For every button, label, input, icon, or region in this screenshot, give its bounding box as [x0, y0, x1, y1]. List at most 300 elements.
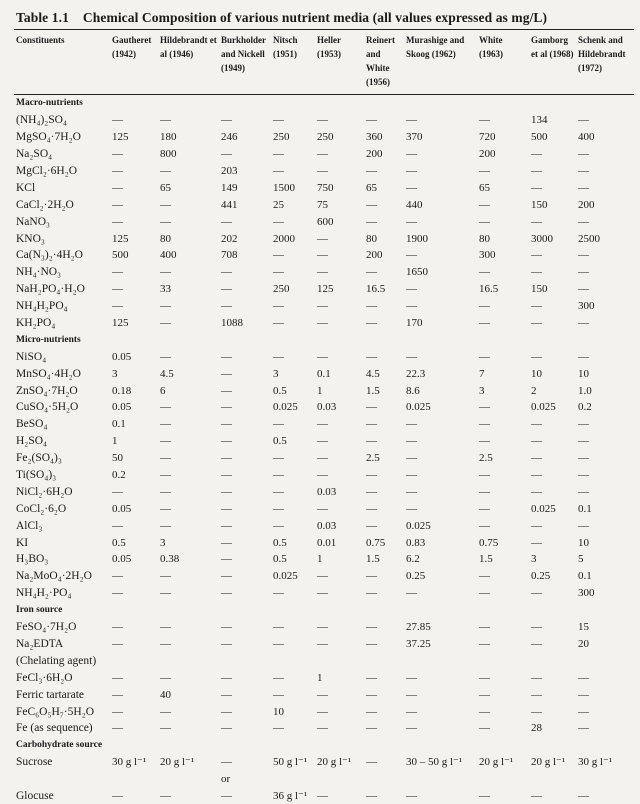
value-cell: 2500 [576, 230, 634, 247]
value-cell: — [110, 179, 158, 196]
value-cell: 65 [477, 179, 529, 196]
value-cell: — [576, 163, 634, 180]
value-cell: 150 [529, 281, 576, 298]
value-cell: — [315, 315, 364, 332]
value-cell: 360 [364, 129, 404, 146]
header-medium: Murashige and Skoog (1962) [404, 30, 477, 95]
value-cell: 3 [529, 551, 576, 568]
value-cell: — [315, 788, 364, 804]
value-cell: — [529, 416, 576, 433]
value-cell: — [271, 517, 315, 534]
table-row [14, 669, 634, 686]
value-cell: — [219, 298, 271, 315]
value-cell: — [404, 298, 477, 315]
value-cell: — [110, 720, 158, 737]
value-cell: — [110, 636, 158, 653]
constituent-cell: FeCl₃·6H₂O [14, 669, 110, 686]
value-cell: — [315, 298, 364, 315]
value-cell: 3000 [529, 230, 576, 247]
value-cell: — [364, 517, 404, 534]
value-cell: 0.38 [158, 551, 219, 568]
value-cell: 500 [110, 247, 158, 264]
value-cell: — [219, 720, 271, 737]
value-cell: 80 [477, 230, 529, 247]
table-row [14, 382, 634, 399]
value-cell: — [158, 636, 219, 653]
constituent-cell: NH₄H₂PO₄ [14, 298, 110, 315]
value-cell: 1 [315, 551, 364, 568]
constituent-cell: NiCl₂·6H₂O [14, 483, 110, 500]
value-cell: 750 [315, 179, 364, 196]
value-cell: 6.2 [404, 551, 477, 568]
value-cell: — [364, 298, 404, 315]
value-cell: — [576, 281, 634, 298]
value-cell: — [219, 348, 271, 365]
value-cell: 1 [315, 669, 364, 686]
value-cell: — [477, 298, 529, 315]
value-cell: 20 g l⁻¹ [529, 754, 576, 771]
value-cell: — [477, 585, 529, 602]
value-cell: — [529, 636, 576, 653]
value-cell: 30 g l⁻¹ [110, 754, 158, 771]
value-cell: — [271, 720, 315, 737]
value-cell [364, 652, 404, 669]
value-cell: 0.025 [529, 500, 576, 517]
constituent-cell: H₂SO₄ [14, 433, 110, 450]
value-cell: — [576, 433, 634, 450]
value-cell: — [315, 112, 364, 129]
value-cell: 125 [110, 230, 158, 247]
value-cell: — [219, 483, 271, 500]
table-row [14, 636, 634, 653]
value-cell: 15 [576, 619, 634, 636]
value-cell: — [158, 450, 219, 467]
table-row [14, 281, 634, 298]
constituent-cell: NH₄H₂·PO₄ [14, 585, 110, 602]
value-cell: — [529, 467, 576, 484]
value-cell: 0.5 [271, 382, 315, 399]
constituent-cell: NiSO₄ [14, 348, 110, 365]
value-cell: — [219, 517, 271, 534]
value-cell: — [404, 146, 477, 163]
constituent-cell: Na₂MoO₄·2H₂O [14, 568, 110, 585]
constituent-cell: Fe (as sequence) [14, 720, 110, 737]
constituent-cell: NaNO₃ [14, 213, 110, 230]
value-cell: — [364, 754, 404, 771]
value-cell: — [529, 669, 576, 686]
table-row [14, 771, 634, 788]
constituent-cell: H₃BO₃ [14, 551, 110, 568]
value-cell: 440 [404, 196, 477, 213]
value-cell: 8.6 [404, 382, 477, 399]
value-cell: — [477, 163, 529, 180]
table-row [14, 551, 634, 568]
constituent-cell: Ferric tartarate [14, 686, 110, 703]
constituent-cell: ZnSO₄·7H₂O [14, 382, 110, 399]
value-cell: — [477, 619, 529, 636]
header-medium: Nitsch (1951) [271, 30, 315, 95]
table-row [14, 264, 634, 281]
header-medium: Schenk and Hildebrandt (1972) [576, 30, 634, 95]
value-cell: 40 [158, 686, 219, 703]
value-cell: — [364, 483, 404, 500]
value-cell: — [315, 348, 364, 365]
value-cell: — [364, 568, 404, 585]
value-cell [404, 771, 477, 788]
value-cell: — [529, 585, 576, 602]
value-cell: 3 [271, 365, 315, 382]
value-cell: — [364, 686, 404, 703]
value-cell: — [364, 112, 404, 129]
table-row [14, 230, 634, 247]
value-cell: — [271, 264, 315, 281]
table-row [14, 483, 634, 500]
value-cell: — [158, 399, 219, 416]
table-row [14, 788, 634, 804]
value-cell: — [364, 264, 404, 281]
value-cell: — [404, 281, 477, 298]
table-title: Chemical Composition of various nutrient media (all values expressed as mg/L) [83, 10, 547, 25]
value-cell [158, 771, 219, 788]
value-cell: — [158, 703, 219, 720]
value-cell: 134 [529, 112, 576, 129]
value-cell: 125 [110, 129, 158, 146]
value-cell: 25 [271, 196, 315, 213]
constituent-cell: CaCl₂·2H₂O [14, 196, 110, 213]
value-cell: — [110, 517, 158, 534]
value-cell: — [576, 112, 634, 129]
value-cell: 0.5 [271, 433, 315, 450]
value-cell: — [110, 585, 158, 602]
section-row [14, 95, 634, 112]
value-cell: — [219, 551, 271, 568]
constituent-cell: Na₂EDTA [14, 636, 110, 653]
value-cell: 0.03 [315, 399, 364, 416]
value-cell: 125 [315, 281, 364, 298]
composition-table [14, 29, 634, 804]
value-cell: 16.5 [364, 281, 404, 298]
value-cell: 6 [158, 382, 219, 399]
value-cell: 1650 [404, 264, 477, 281]
value-cell: — [404, 163, 477, 180]
value-cell: 1088 [219, 315, 271, 332]
constituent-cell: NH₄·NO₃ [14, 264, 110, 281]
value-cell: — [477, 399, 529, 416]
value-cell [576, 652, 634, 669]
table-row [14, 196, 634, 213]
value-cell: — [158, 483, 219, 500]
value-cell: — [219, 433, 271, 450]
value-cell [529, 652, 576, 669]
value-cell: — [364, 500, 404, 517]
section-row [14, 737, 634, 754]
value-cell: — [158, 669, 219, 686]
value-cell: — [158, 517, 219, 534]
value-cell: — [529, 619, 576, 636]
value-cell: 7 [477, 365, 529, 382]
value-cell: — [529, 163, 576, 180]
value-cell: — [219, 146, 271, 163]
value-cell: — [364, 433, 404, 450]
value-cell: — [576, 416, 634, 433]
value-cell: — [404, 483, 477, 500]
value-cell: — [219, 112, 271, 129]
table-row [14, 585, 634, 602]
value-cell: 1900 [404, 230, 477, 247]
value-cell: 30 – 50 g l⁻¹ [404, 754, 477, 771]
value-cell: — [576, 669, 634, 686]
constituent-cell: Glocuse [14, 788, 110, 804]
constituent-cell: NaH₂PO₄·H₂O [14, 281, 110, 298]
value-cell: 400 [158, 247, 219, 264]
value-cell: — [477, 568, 529, 585]
value-cell: 20 [576, 636, 634, 653]
value-cell: — [110, 568, 158, 585]
value-cell: — [219, 399, 271, 416]
value-cell: — [158, 568, 219, 585]
value-cell: — [364, 348, 404, 365]
value-cell: — [271, 500, 315, 517]
value-cell: 0.025 [529, 399, 576, 416]
value-cell: 150 [529, 196, 576, 213]
value-cell: — [315, 686, 364, 703]
value-cell: — [404, 720, 477, 737]
value-cell: — [158, 298, 219, 315]
value-cell: — [219, 585, 271, 602]
value-cell: 0.05 [110, 348, 158, 365]
value-cell: — [404, 213, 477, 230]
value-cell: 1.5 [477, 551, 529, 568]
value-cell: or [219, 771, 271, 788]
header-medium: Gamborg et al (1968) [529, 30, 576, 95]
value-cell: — [529, 788, 576, 804]
value-cell: 37.25 [404, 636, 477, 653]
value-cell: — [477, 483, 529, 500]
value-cell: 600 [315, 213, 364, 230]
value-cell: 250 [271, 281, 315, 298]
value-cell: — [529, 483, 576, 500]
value-cell: — [529, 298, 576, 315]
table-row [14, 416, 634, 433]
value-cell: 149 [219, 179, 271, 196]
constituent-cell: Sucrose [14, 754, 110, 771]
value-cell [315, 771, 364, 788]
value-cell: — [158, 112, 219, 129]
value-cell: — [364, 669, 404, 686]
value-cell: 4.5 [364, 365, 404, 382]
value-cell: 708 [219, 247, 271, 264]
value-cell: — [315, 163, 364, 180]
value-cell: — [529, 534, 576, 551]
value-cell: — [271, 247, 315, 264]
value-cell: — [576, 483, 634, 500]
value-cell: — [158, 467, 219, 484]
table-number: Table 1.1 [16, 10, 69, 25]
value-cell: — [158, 213, 219, 230]
value-cell: 0.18 [110, 382, 158, 399]
value-cell: — [219, 500, 271, 517]
value-cell: — [364, 703, 404, 720]
value-cell: — [158, 315, 219, 332]
value-cell: 2000 [271, 230, 315, 247]
section-row [14, 602, 634, 619]
value-cell: — [110, 619, 158, 636]
constituent-cell: CuSO₄·5H₂O [14, 399, 110, 416]
value-cell: 370 [404, 129, 477, 146]
value-cell: 30 g l⁻¹ [576, 754, 634, 771]
header-medium: Reinert and White (1956) [364, 30, 404, 95]
value-cell: — [576, 264, 634, 281]
constituent-cell: MgCl₂·6H₂O [14, 163, 110, 180]
value-cell: — [529, 247, 576, 264]
value-cell [477, 652, 529, 669]
value-cell: — [404, 669, 477, 686]
table-row [14, 652, 634, 669]
value-cell: 400 [576, 129, 634, 146]
value-cell: 10 [576, 534, 634, 551]
value-cell: 246 [219, 129, 271, 146]
value-cell: — [219, 619, 271, 636]
value-cell: 200 [364, 247, 404, 264]
value-cell: 4.5 [158, 365, 219, 382]
value-cell: — [576, 788, 634, 804]
value-cell: — [219, 416, 271, 433]
value-cell: — [158, 264, 219, 281]
value-cell: 33 [158, 281, 219, 298]
value-cell [576, 771, 634, 788]
value-cell: 36 g l⁻¹ [271, 788, 315, 804]
value-cell: — [219, 568, 271, 585]
value-cell: 3 [477, 382, 529, 399]
value-cell: — [364, 213, 404, 230]
value-cell: 300 [576, 585, 634, 602]
value-cell: 0.2 [110, 467, 158, 484]
value-cell: 500 [529, 129, 576, 146]
table-row [14, 315, 634, 332]
value-cell: — [219, 450, 271, 467]
value-cell: — [219, 382, 271, 399]
table-row [14, 754, 634, 771]
value-cell: — [219, 669, 271, 686]
value-cell: — [219, 754, 271, 771]
value-cell: 0.025 [271, 399, 315, 416]
value-cell: — [271, 467, 315, 484]
value-cell: — [158, 619, 219, 636]
value-cell: — [477, 500, 529, 517]
value-cell: — [110, 703, 158, 720]
value-cell: 27.85 [404, 619, 477, 636]
value-cell: — [219, 213, 271, 230]
value-cell: 0.25 [404, 568, 477, 585]
constituent-cell: Fe₂(SO₄)₃ [14, 450, 110, 467]
value-cell: 20 g l⁻¹ [158, 754, 219, 771]
value-cell: 0.1 [576, 500, 634, 517]
value-cell: 80 [364, 230, 404, 247]
value-cell: — [477, 517, 529, 534]
constituent-cell: KH₂PO₄ [14, 315, 110, 332]
value-cell: 0.83 [404, 534, 477, 551]
value-cell: — [404, 686, 477, 703]
section-label: Macro-nutrients [14, 95, 634, 112]
value-cell: 200 [576, 196, 634, 213]
table-row [14, 568, 634, 585]
value-cell: — [576, 247, 634, 264]
value-cell: — [477, 112, 529, 129]
value-cell: — [271, 112, 315, 129]
value-cell: — [576, 315, 634, 332]
value-cell: — [529, 517, 576, 534]
value-cell: — [271, 585, 315, 602]
table-row [14, 720, 634, 737]
value-cell: 0.5 [271, 534, 315, 551]
value-cell: 1500 [271, 179, 315, 196]
value-cell: — [219, 467, 271, 484]
value-cell: — [158, 500, 219, 517]
value-cell: — [158, 348, 219, 365]
value-cell: — [315, 619, 364, 636]
value-cell: — [529, 146, 576, 163]
value-cell: — [315, 720, 364, 737]
value-cell: — [576, 703, 634, 720]
value-cell: — [364, 315, 404, 332]
value-cell: — [315, 636, 364, 653]
value-cell: — [576, 146, 634, 163]
value-cell: — [271, 619, 315, 636]
value-cell: — [576, 348, 634, 365]
value-cell: 50 [110, 450, 158, 467]
value-cell: — [404, 416, 477, 433]
value-cell: — [271, 669, 315, 686]
value-cell: — [219, 788, 271, 804]
value-cell: 50 g l⁻¹ [271, 754, 315, 771]
value-cell: 1.0 [576, 382, 634, 399]
value-cell: — [529, 348, 576, 365]
value-cell: 1.5 [364, 551, 404, 568]
value-cell: — [477, 264, 529, 281]
value-cell: — [477, 703, 529, 720]
value-cell: 0.2 [576, 399, 634, 416]
value-cell: — [404, 467, 477, 484]
value-cell: — [271, 348, 315, 365]
value-cell: — [404, 450, 477, 467]
value-cell: — [477, 213, 529, 230]
value-cell: 28 [529, 720, 576, 737]
value-cell: — [404, 703, 477, 720]
value-cell: — [110, 163, 158, 180]
table-row [14, 213, 634, 230]
value-cell: — [271, 686, 315, 703]
value-cell: — [315, 433, 364, 450]
table-row [14, 703, 634, 720]
value-cell: — [110, 264, 158, 281]
value-cell: 2.5 [477, 450, 529, 467]
table-row [14, 433, 634, 450]
value-cell: 0.1 [110, 416, 158, 433]
value-cell: — [404, 433, 477, 450]
value-cell: — [404, 500, 477, 517]
value-cell: — [404, 112, 477, 129]
value-cell: 5 [576, 551, 634, 568]
value-cell: — [110, 281, 158, 298]
constituent-cell [14, 771, 110, 788]
value-cell: 2.5 [364, 450, 404, 467]
value-cell: 0.025 [271, 568, 315, 585]
value-cell: — [315, 450, 364, 467]
section-label: Iron source [14, 602, 634, 619]
value-cell: 300 [477, 247, 529, 264]
value-cell: — [315, 467, 364, 484]
value-cell: — [576, 467, 634, 484]
